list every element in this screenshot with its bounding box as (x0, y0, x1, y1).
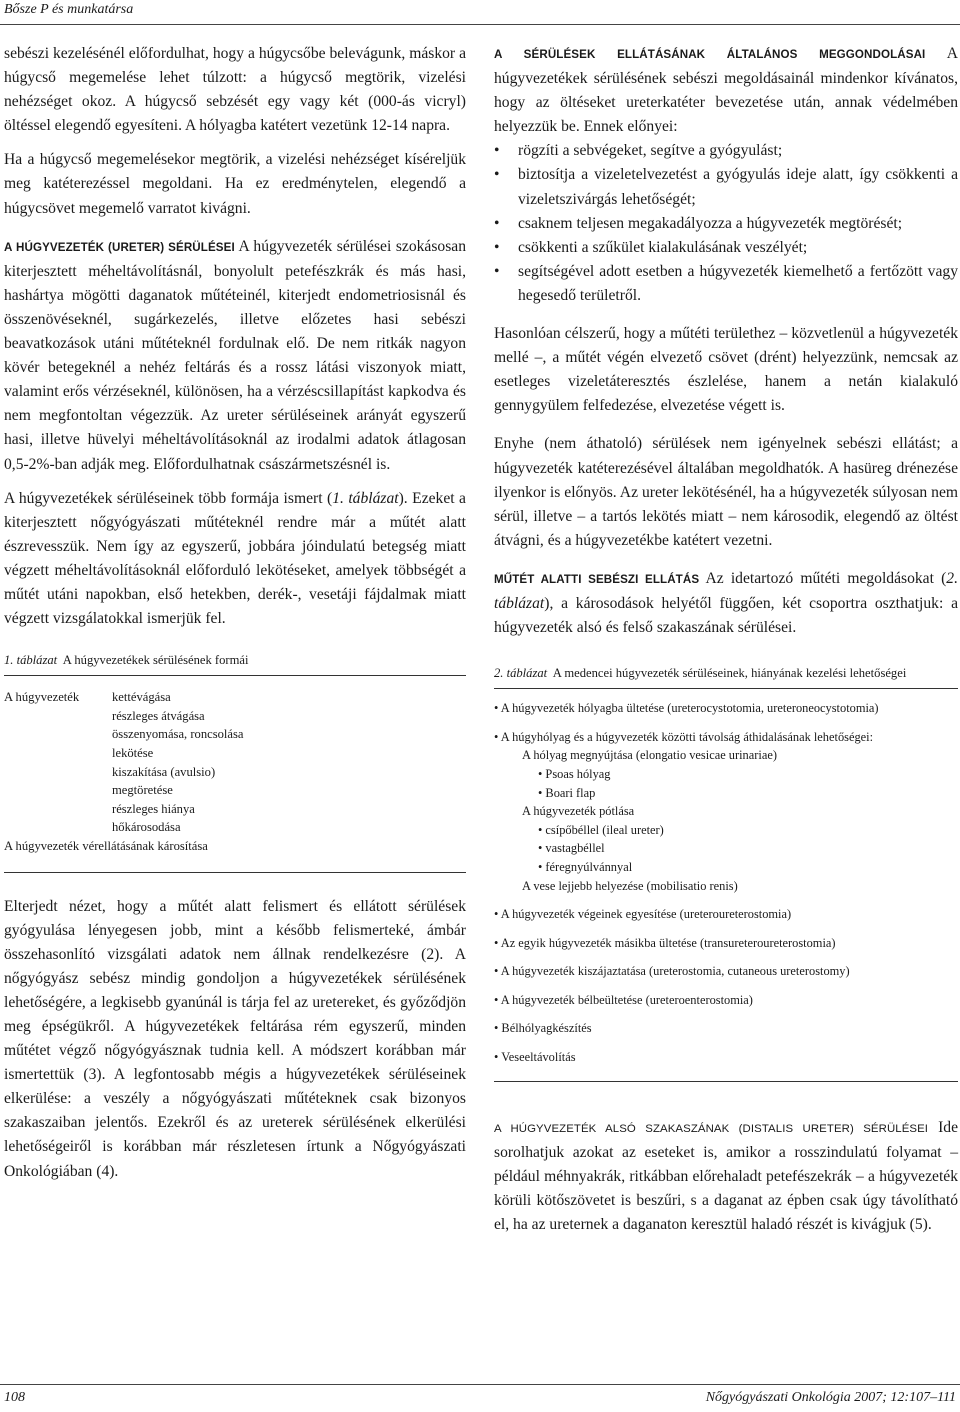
advantages-list (494, 139, 958, 308)
table-1-label: 1. táblázat (4, 653, 58, 668)
header-rule (0, 24, 960, 25)
bullet-icon: • (494, 166, 500, 184)
list-item: részleges átvágása (112, 708, 205, 723)
table-2-entry: • A húgyvezeték végeinek egyesítése (ureteroureterostomia) (494, 907, 792, 922)
list-item: összenyomása, roncsolása (112, 727, 244, 742)
list-item: kettévágása (112, 690, 171, 705)
section-general-considerations: A SÉRÜLÉSEK ELLÁTÁSÁNAK ÁLTALÁNOS MEGGONDOLÁSAI A húgyvezetékek sérülésének sebészi megoldásainál mindenkor kívánatos, hogy az öltéseket ureterkatéter bevezetése után, annak védelmében helyezzük be. Ennek előnyei: (494, 45, 958, 136)
table-2-entry: • A húgyhólyag és a húgyvezeték közötti távolság áthidalásának lehetőségei: (494, 729, 874, 744)
table-2-subitem: • Psoas hólyag (538, 766, 611, 781)
table-1-title (4, 653, 466, 668)
list-item: • segítségével adott esetben a húgyvezeték kiemelhető a fertőzött vagy hegesedő területről. (494, 260, 958, 308)
footer-rule (0, 1384, 960, 1385)
list-item: lekötése (112, 745, 154, 760)
paragraph-urethra-injury: sebészi kezelésénél előfordulhat, hogy a húgycsőbe belevágunk, máskor a húgycső megemelése lehet túlzott: a húgycső megtörik, vizelési nehézséget okoz. A húgycső sebzését egy vagy két (000-ás vicryl) öltéssel elegendő egyesíteni. A hólyagba katétert vezetünk 12-14 napra. (4, 45, 466, 135)
table-1-reference: 1. táblázat (332, 489, 399, 507)
list-item: kiszakítása (avulsio) (112, 764, 216, 779)
list-item: • csökkenti a szűkület kialakulásának veszélyét; (494, 236, 958, 260)
list-item: • rögzíti a sebvégeket, segítve a gyógyulást; (494, 139, 958, 163)
bullet-icon: • (494, 262, 500, 280)
bullet-icon: • (494, 142, 500, 160)
section-intraoperative-care: MŰTÉT ALATTI SEBÉSZI ELLÁTÁS Az idetartozó műtéti megoldásokat (2. táblázat), a károsodások helyétől függően, két csoportra oszthatjuk: a húgyvezeték alsó és felső szakaszának sérülései. (494, 569, 958, 637)
table-1-injury-list (112, 688, 244, 837)
table-2-subitem: • vastagbéllel (538, 841, 605, 856)
table-2-subentry: A húgyvezeték pótlása (522, 804, 635, 819)
table-2-caption: A medencei húgyvezeték sérüléseinek, hiányának kezelési lehetőségei (552, 666, 907, 681)
list-item: • biztosítja a vizeletelvezetést a gyógyulás ideje alatt, így csökkenti a vizeletszivárgás lehetőségét; (494, 163, 958, 211)
section-heading-general-considerations: A SÉRÜLÉSEK ELLÁTÁSÁNAK ÁLTALÁNOS MEGGONDOLÁSAI (494, 48, 926, 61)
paragraph-drainage: Hasonlóan célszerű, hogy a műtéti területhez – közvetlenül a húgyvezeték mellé –, a műtét végén elvezető csövet (drént) helyezzünk, nemcsak az esetleges vizeletáteresztés észlelése, hanem a netán kialakuló gennygyülem felfedezése, elvezetése végett is. (494, 325, 958, 415)
table-1-row-ureter (4, 688, 466, 837)
paragraph-urethra-kink: Ha a húgycső megemelésekor megtörik, a vizelési nehézséget kíséreljük meg katéterezéssel megoldani. Ha ez eredménytelen, elegendő a húgycsövet megemelő varratot kivágni. (4, 151, 466, 217)
table-2-subitem: • csípőbéllel (ileal ureter) (538, 822, 664, 837)
table-2-subentry: A hólyag megnyújtása (elongatio vesicae urinariae) (522, 748, 777, 763)
table-2-subentry: A vese lejjebb helyezése (mobilisatio renis) (522, 878, 738, 893)
section-ureter-injuries (4, 235, 466, 477)
section-heading-distal-ureter: A HÚGYVEZETÉK ALSÓ SZAKASZÁNAK (DISTALIS URETER) SÉRÜLÉSEI (494, 1122, 929, 1135)
section-distal-ureter: A HÚGYVEZETÉK ALSÓ SZAKASZÁNAK (DISTALIS URETER) SÉRÜLÉSEI Ide sorolhatjuk azokat az eseteket is, amikor a rosszindulatú folyamat – például méhnyakrák, ritkábban előrehaladt petefészekrák – a húgyvezeték körüli kötőszövetet is beszűri, s a daganat az épben csak úgy távolítható el, ha az ureternek a daganaton keresztül haladó részét is kivágjuk (5). (494, 1118, 958, 1234)
table-2-entry: • Bélhólyagkészítés (494, 1021, 592, 1036)
list-item: megtöretése (112, 783, 173, 798)
section-text-ureter-injuries: A húgyvezeték sérülései szokásosan kiterjesztett méheltávolításnál, bonyolult petefészkrák és más hasi, hashártya mögötti daganatok műtéteinél, kiterjedt endometriosisnál és összenövéseknél, sugárkezelés, illetve előzetes hasi sebészi beavatkozások utáni műtéteknél fordulnak elő. De nem ritkák nagyon kövér betegeknél a nehéz feltárás és a rossz látási viszonyok miatt, valamint erős vérzéseknél, különösen, ha a vérzéscsillapítást kapkodva és nem megfontoltan végezzük. Az ureter sérüléseinek arányát egyszerű hasi, illetve hüvelyi méheltávolításoknál az irodalmi adatok átlagosan 0,5-2%-ban adják meg. Előfordulhatnak császármetszésnél is. (4, 237, 466, 473)
table-2-entry: • Az egyik húgyvezeték másikba ültetése (transureteroureterostomia) (494, 935, 836, 950)
section-heading-intraoperative-care: MŰTÉT ALATTI SEBÉSZI ELLÁTÁS (494, 572, 700, 586)
page-number: 108 (4, 1390, 25, 1405)
paragraph-mild-injuries: Enyhe (nem áthatoló) sérülések nem igényelnek sebészi ellátást; a húgyvezeték katéterezésével általában megoldhatók. A hasüreg drénezése ilyenkor is előnyös. Az ureter lekötésénél, ha a húgyvezeték súlyosan nem sérül, illetve – a tartós lekötés miatt – nem károsodik, elegendő az öltést átvágni, és a húgyvezetékbe katétert vezetni. (494, 435, 958, 549)
list-item: részleges hiánya (112, 801, 195, 816)
table-1-row-blood-supply: A húgyvezeték vérellátásának károsítása (4, 838, 208, 853)
table-1-row-label: A húgyvezeték (4, 690, 80, 705)
journal-citation: Nőgyógyászati Onkológia 2007; 12:107–111 (705, 1390, 956, 1405)
table-2-entry: • Veseeltávolítás (494, 1050, 576, 1065)
bullet-icon: • (494, 238, 500, 256)
list-item: • csaknem teljesen megakadályozza a húgyvezeték megtörését; (494, 212, 958, 236)
table-2-subitem: • Boari flap (538, 785, 596, 800)
table-2-title (494, 666, 958, 681)
paragraph-intraoperative-recognition: Elterjedt nézet, hogy a műtét alatt felismert és ellátott sérülések gyógyulása lényegesen jobb, mint a később felismerteké, ámbár összehasonlító vizsgálati adatok nem állnak rendelkezésre (2). A nőgyógyász sebész mindig gondoljon a húgyvezetékek sérülésének lehetőségére, a legkisebb gyanúnál is tárja fel az uretereket, és győződjön meg épségükről. A húgyvezetékek feltárása rém egyszerű, minden műtétet végző nőgyógyásznak tudnia kell. A módszert korábban már ismertettük (3). A legfontosabb mégis a húgyvezetékek sérüléseinek elkerülése: a veszély a nőgyógyászati műtéteknek csak bizonyos szakaszaiban jelentős. Ezekről és az ureterek sérülésének elkerülési lehetőségeiről is korábban már részletesen írtunk a Nőgyógyászati Onkológiában (4). (4, 897, 466, 1180)
table-2-entry: • A húgyvezeték kiszájaztatása (ureterostomia, cutaneous ureterostomy) (494, 964, 850, 979)
bullet-icon: • (494, 214, 500, 232)
table-1-caption: A húgyvezetékek sérülésének formái (62, 653, 249, 668)
section-heading-ureter-injuries: A HÚGYVEZETÉK (URETER) SÉRÜLÉSEI (4, 240, 235, 254)
table-2-subitem: • féregnyúlvánnyal (538, 859, 633, 874)
table-2-label: 2. táblázat (494, 666, 548, 681)
table-2-entry: • A húgyvezeték bélbeültetése (ureteroenterostomia) (494, 992, 753, 1007)
running-head: Bősze P és munkatársa (4, 2, 134, 17)
paragraph-injury-forms: A húgyvezetékek sérüléseinek több formája ismert (1. táblázat). Ezeket a kiterjesztett nőgyógyászati műtéteknél rendre már a műtét alatt észrevesszük. Nem így az egyszerű, jobbára jóindulatú betegség miatt végzett méheltávolításoknál előforduló lekötéseket, amelyek többségét a műtét utáni napokban, első hetekben, derék-, vesetáji fájdalmak miatt végzett vizsgálatokkal ismerjük fel. (4, 489, 466, 628)
list-item: hőkárosodása (112, 820, 181, 835)
right-column (494, 42, 958, 1237)
table-2-reference: 2. táblázat (494, 569, 958, 612)
left-column (4, 42, 466, 1184)
table-2-entry: • A húgyvezeték hólyagba ültetése (ureterocystotomia, ureteroneocystotomia) (494, 701, 879, 716)
table-1 (4, 675, 466, 872)
table-2 (494, 688, 958, 1082)
